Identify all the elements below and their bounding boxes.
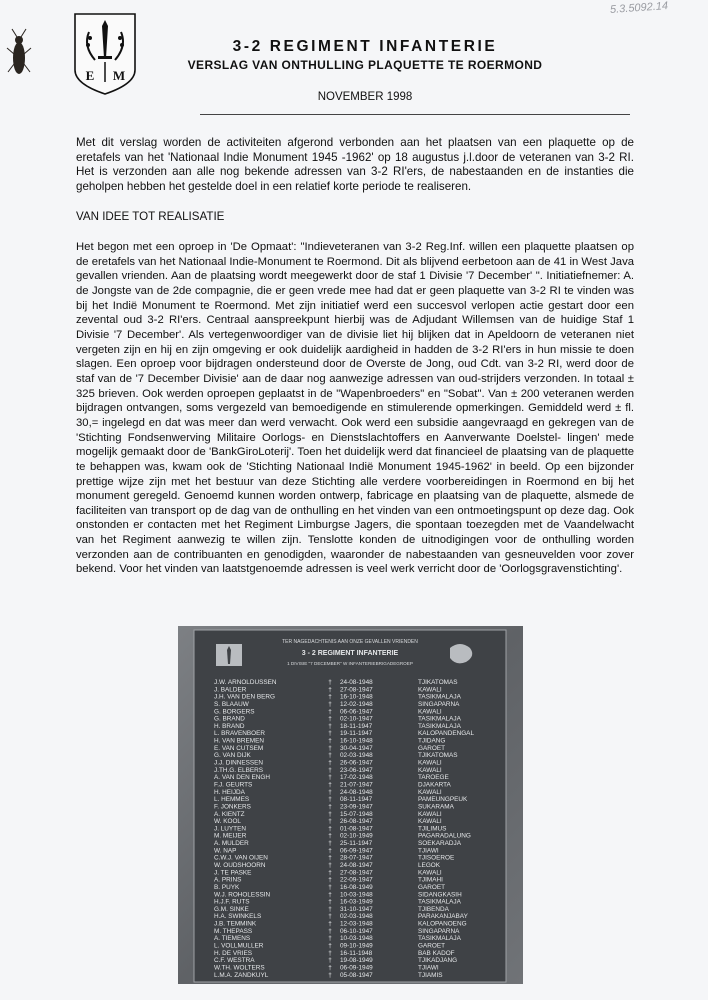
plaque-entry-name: M. THEPASS [214,927,253,935]
plaque-entry-name: J.W. ARNOLDUSSEN [214,679,277,686]
cross-icon: † [328,759,332,767]
cross-icon: † [328,818,332,826]
cross-icon: † [328,708,332,716]
plaque-entry-place: TJIKATOMAS [418,679,458,686]
plaque-entry-name: A. VAN DEN ENGH [214,774,270,782]
plaque-entry-name: B. PUYK [214,883,240,891]
plaque-entry-place: TJIDANG [418,737,446,745]
plaque-entry-date: 08-11-1947 [340,796,373,804]
plaque-entry-place: TASIKMALAJA [418,715,461,723]
plaque-entry-date: 06-09-1949 [340,964,373,972]
cross-icon: † [328,744,332,752]
plaque-entry-name: A. KIENTZ [214,810,245,818]
header-divider [200,114,630,115]
plaque-entry-place: KAWALI [418,686,442,694]
cross-icon: † [328,825,332,833]
cross-icon: † [328,964,332,972]
plaque-entry-name: J. BALDER [214,686,247,694]
plaque-entry-name: H.A. SWINKELS [214,913,262,921]
plaque-entry-place: PAGARADALUNG [418,832,471,840]
cross-icon: † [328,913,332,921]
plaque-emblem-left [216,644,242,666]
plaque-entry-place: TJIAMIS [418,971,443,979]
plaque-entry-name: J.H. VAN DEN BERG [214,693,275,701]
plaque-entry-place: PAMEUNGPEUK [418,796,468,804]
plaque-entry-place: KAWALI [418,788,442,796]
plaque-entry-place: KAWALI [418,708,442,716]
cross-icon: † [328,730,332,738]
plaque-entry-date: 23-06-1947 [340,766,373,774]
plaque-entry-date: 16-08-1949 [340,883,373,891]
cross-icon: † [328,715,332,723]
plaque-entry-date: 24-08-1948 [340,679,373,686]
plaque-entry-place: SUKARAMA [418,803,454,811]
body-paragraph: Het begon met een oproep in 'De Opmaat': "Indieveteranen van 3-2 Reg.Inf. willen een plaquette plaatsen op de eretafels van het Nationaal Indie-Monument te Roermond. Dit als blijvend eerbetoon aan de 41 in West Java gevallen vrienden. Aan de plaatsing wordt meegewerkt door de staf 1 Divisie '7 December' ". Initiatiefnemer: A. de Jongste van de 2de compagnie, die er geen vrede mee had dat er geen plaquette van 3-2 RI te vinden was bij het Indië Monument te Roermond. Met zijn initiatief werd een succesvol verlopen actie gestart door een zevental oud 3-2 RI'ers. Centraal aanspreekpunt hierbij was de Adjudant Willemsen van de huidige Staf 1 Divisie '7 December'. Als vertegenwoordiger van de divisie liet hij blijken dat in Apeldoorn de veteranen niet vergeten zijn en hij en zijn omgeving er ook duidelijk aardigheid in hadden de 3-2 RI'ers in hun missie te doen slagen. Een oproep voor bijdragen ondersteund door de Overste de Jong, oud Cdt. van 3-2 RI, werd door de staf van de '7 December Divisie' aan de daar nog aanwezige adressen van oud-strijders verzonden. In totaal ± 325 brieven. Ook werden oproepen geplaatst in de "Wapenbroeders" en "Sobat". Van ± 200 veteranen werden bijdragen ontvangen, soms vergezeld van bemoedigende en stimulerende opmerkingen. Gemiddeld werd ± fl. 30,= ingelegd en dat was meer dan werd verwacht. Ook werd een subsidie aangevraagd en gekregen van de 'Stichting Fondsenwerving Militaire Oorlogs- en Dienstslachtoffers en Aanverwante Doelstel- lingen' mede mogelijk gemaakt door de 'BankGiroLoterij'. Toen het duidelijk werd dat financieel de plaatsing van de plaquette te behappen was, kwam ook de 'Stichting Nationaal Indië Monument 1945-1962' in beeld. Op een bijzonder prettige wijze zijn met het bestuur van deze Stichting alle verdere voorbereidingen in Roermond en bij het monument geregeld. Genoemd kunnen worden ontwerp, fabricage en plaatsing van de plaquette, alsmede de faciliteiten van transport op de dag van de onthulling en het vinden van een ontmoetingspunt op deze dag. Ook onstonden er contacten met het Regiment Limburgse Jagers, die spontaan toezegden met de Vaandelwacht van het Regiment aanwezig te willen zijn. Tenslotte konden de uitnodigingen voor de onthulling worden verzonden aan de contribuanten en genodigden, waaronder de nabestaanden van gesneuvelden voor zover bekend. Voor het vinden van laatstgenoemde adressen is veel werk verricht door de 'Oorlogsgravenstichting'. [76,241,634,576]
cross-icon: † [328,788,332,796]
plaque-entry-place: KAWALI [418,818,442,826]
plaque-entry-date: 17-02-1948 [340,774,373,782]
plaque-entry-place: TASIKMALAJA [418,935,461,943]
plaque-entry-date: 02-03-1948 [340,913,373,921]
plaque-entry-place: TJIKATOMAS [418,752,458,760]
plaque-entry-name: F.J. GEURTS [214,781,253,789]
plaque-entry-date: 06-06-1947 [340,708,373,716]
plaque-entry-name: E. VAN CUTSEM [214,744,264,752]
plaque-entry-place: KAWALI [418,759,442,767]
cross-icon: † [328,971,332,979]
cross-icon: † [328,891,332,899]
plaque-entry-name: L. BRAVENBOER [214,730,266,738]
plaque-entry-name: F. JONKERS [214,803,251,811]
plaque-entry-date: 26-08-1947 [340,818,373,826]
plaque-entry-place: TJIMAHI [418,876,443,884]
plaque-entry-name: G. BRAND [214,715,245,723]
plaque-entry-date: 06-10-1947 [340,927,373,935]
plaque-entry-date: 22-09-1947 [340,876,373,884]
plaque-entry-name: G. VAN DIJK [214,752,251,760]
cross-icon: † [328,898,332,906]
plaque-entry-name: W. KOOL [214,818,241,826]
plaque-entry-date: 02-10-1947 [340,715,373,723]
plaque-entry-name: L. VOLLMULLER [214,942,264,950]
plaque-entry-name: A. MULDER [214,840,249,848]
plaque-entry-place: TJIBENDA [418,905,449,913]
cross-icon: † [328,737,332,745]
section-heading: VAN IDEE TOT REALISATIE [76,210,225,223]
plaque-entry-date: 15-07-1948 [340,810,373,818]
plaque-entry-date: 24-08-1947 [340,862,373,869]
cross-icon: † [328,927,332,935]
plaque-entry-name: C.W.J. VAN OIJEN [214,854,268,862]
plaque-entry-date: 16-10-1948 [340,737,373,745]
plaque-entry-date: 16-10-1948 [340,693,373,701]
plaque-entry-date: 19-08-1949 [340,957,373,965]
plaque-entry-date: 27-08-1947 [340,869,373,877]
plaque-entry-place: TAROEGE [418,774,449,782]
plaque-entry-place: SINGAPARNA [418,700,460,708]
plaque-entry-date: 21-07-1947 [340,781,373,789]
plaque-entry-place: GAROET [418,744,445,752]
intro-paragraph: Met dit verslag worden de activiteiten afgerond verbonden aan het plaatsen van een plaquette op de eretafels van het 'Nationaal Indie Monument 1945 -1962' op 18 augustus j.l.door de veteranen van 3-2 RI. Het is verzonden aan alle nog bekende adressen van 3-2 RI'ers, de nabestaanden en de instanties die geholpen hebben het gestelde doel in een relatief korte periode te realiseren. [76,136,634,193]
plaque-entry-name: W. OUDSHOORN [214,862,266,869]
cross-icon: † [328,700,332,708]
cross-icon: † [328,883,332,891]
plaque-entry-date: 06-09-1947 [340,847,373,855]
cross-icon: † [328,869,332,877]
plaque-entry-name: H. BRAND [214,722,245,730]
plaque-entry-name: J.B. TEMMINK [214,920,257,928]
plaque-photo [178,626,523,984]
plaque-entry-place: BAB KADOF [418,949,455,957]
plaque-entry-place: TJISOEROE [418,854,455,862]
cross-icon: † [328,840,332,848]
cross-icon: † [328,686,332,694]
plaque-entry-date: 31-10-1947 [340,905,373,913]
plaque-entry-place: TJIAWI [418,847,439,855]
plaque-entry [214,730,474,737]
plaque-entry-place: TJIKADJANG [418,957,458,965]
plaque-entry-date: 19-11-1947 [340,730,373,738]
plaque-entry-place: SIDANGKASIH [418,891,462,899]
cross-icon: † [328,803,332,811]
plaque-entry-date: 02-10-1949 [340,832,373,840]
plaque-header-line2: 3 - 2 REGIMENT INFANTERIE [301,650,399,657]
plaque-entry-date: 28-07-1947 [340,854,373,862]
plaque-entry-place: SOEKARADJA [418,840,461,848]
cross-icon: † [328,722,332,730]
plaque-entry-place: KALOPANOENG [418,920,467,928]
cross-icon: † [328,693,332,701]
plaque-entry-place: TJIAWI [418,964,439,972]
plaque-entry-name: H. VAN BREMEN [214,737,264,745]
cross-icon: † [328,949,332,957]
plaque-entry-name: S. BLAAUW [214,700,249,708]
plaque-entry-name: G. BORGERS [214,708,255,716]
plaque-entry-date: 10-03-1948 [340,891,373,899]
plaque-entry-name: M. MEIJER [214,832,247,840]
plaque-entry-name: C.F. WESTRA [214,957,255,965]
cross-icon: † [328,810,332,818]
plaque-entry-date: 02-03-1948 [340,752,373,760]
cross-icon: † [328,774,332,782]
regiment-emblem [73,12,137,96]
plaque-entry-place: PARAKANJABAY [418,913,468,921]
plaque-entry-place: TASIKMALAJA [418,722,461,730]
plaque-entry-name: A. PRINS [214,876,242,884]
plaque-header-line3: 1 DIVISIE "7 DECEMBER" W INFANTERIEBRIGADEGROEP [287,661,413,666]
plaque-entry-name: H. HEIJDA [214,788,245,796]
emblem-letter-left: E [85,68,95,83]
plaque-entry-date: 25-11-1947 [340,840,373,848]
plaque-entry-date: 12-02-1948 [340,700,373,708]
plaque-entry-date: 24-08-1948 [340,788,373,796]
plaque-entry-place: TASIKMALAJA [418,693,461,701]
plaque-entry-name: J.J. DINNESSEN [214,759,264,767]
cross-icon: † [328,942,332,950]
plaque-entry-date: 26-06-1947 [340,759,373,767]
plaque-entry [214,921,467,928]
plaque-entry-name: G.M. SINKE [214,905,249,913]
plaque-entry-name: L. HEMMES [214,796,250,804]
plaque-entry-place: GAROET [418,942,445,950]
document-subtitle: VERSLAG VAN ONTHULLING PLAQUETTE TE ROERMOND [187,58,543,72]
cross-icon: † [328,862,332,869]
cross-icon: † [328,935,332,943]
plaque-entry-place: LEGOK [418,862,441,869]
plaque-entry-name: J. TE PASKE [214,869,252,877]
plaque-entry-place: TASIKMALAJA [418,898,461,906]
cross-icon: † [328,905,332,913]
cross-icon: † [328,781,332,789]
plaque-entry-place: KAWALI [418,810,442,818]
plaque-entry-name: H. DE VRIES [214,949,252,957]
cross-icon: † [328,854,332,862]
plaque-entry-name: L.M.A. ZANDKUYL [214,971,269,979]
plaque-entry-date: 01-08-1947 [340,825,373,833]
plaque-entry-date: 30-04-1947 [340,744,373,752]
plaque-entry-name: W.TH. WOLTERS [214,964,265,972]
cross-icon: † [328,766,332,774]
plaque-entry-date: 12-03-1948 [340,920,373,928]
plaque-entry-name: J. LUYTEN [214,825,246,833]
plaque-entry-date: 16-11-1948 [340,949,373,957]
handwritten-note: 5.3.5092.14 [609,0,669,17]
cross-icon: † [328,876,332,884]
insect-icon [6,28,32,88]
document-date: NOVEMBER 1998 [317,91,413,103]
plaque-entry [214,913,469,920]
cross-icon: † [328,847,332,855]
plaque-entry-date: 10-03-1948 [340,935,373,943]
plaque-entry-date: 18-11-1947 [340,722,373,730]
cross-icon: † [328,679,332,686]
emblem-letter-right: M [112,68,126,83]
plaque-entry-place: GAROET [418,883,445,891]
plaque-entry-name: J.TH.G. ELBERS [214,766,264,774]
plaque-entry-name: W.J. ROHOLESSIN [214,891,271,899]
plaque-entry-date: 05-08-1947 [340,971,373,979]
plaque-entry-date: 23-09-1947 [340,803,373,811]
plaque-entry-date: 27-08-1947 [340,686,373,694]
document-title: 3-2 REGIMENT INFANTERIE [232,38,498,55]
plaque-entry-place: TJILIMUS [418,825,447,833]
plaque-entry-name: A. TIEMENS [214,935,251,943]
plaque-header-line1: TER NAGEDACHTENIS AAN ONZE GEVALLEN VRIENDEN [282,639,418,645]
plaque-entry-name: H.J.F. RUTS [214,898,250,906]
cross-icon: † [328,796,332,804]
plaque-entry-place: KALOPANDENGAL [418,730,474,738]
plaque-entry-place: SINGAPARNA [418,927,460,935]
cross-icon: † [328,920,332,928]
plaque-entry-place: DJAKARTA [418,781,451,789]
plaque-entry-name: W. NAP [214,847,237,855]
cross-icon: † [328,752,332,760]
plaque-entry-date: 09-10-1949 [340,942,373,950]
cross-icon: † [328,957,332,965]
cross-icon: † [328,832,332,840]
plaque-entry-date: 16-03-1949 [340,898,373,906]
plaque-entry-place: KAWALI [418,869,442,877]
plaque-entry-place: KAWALI [418,766,442,774]
